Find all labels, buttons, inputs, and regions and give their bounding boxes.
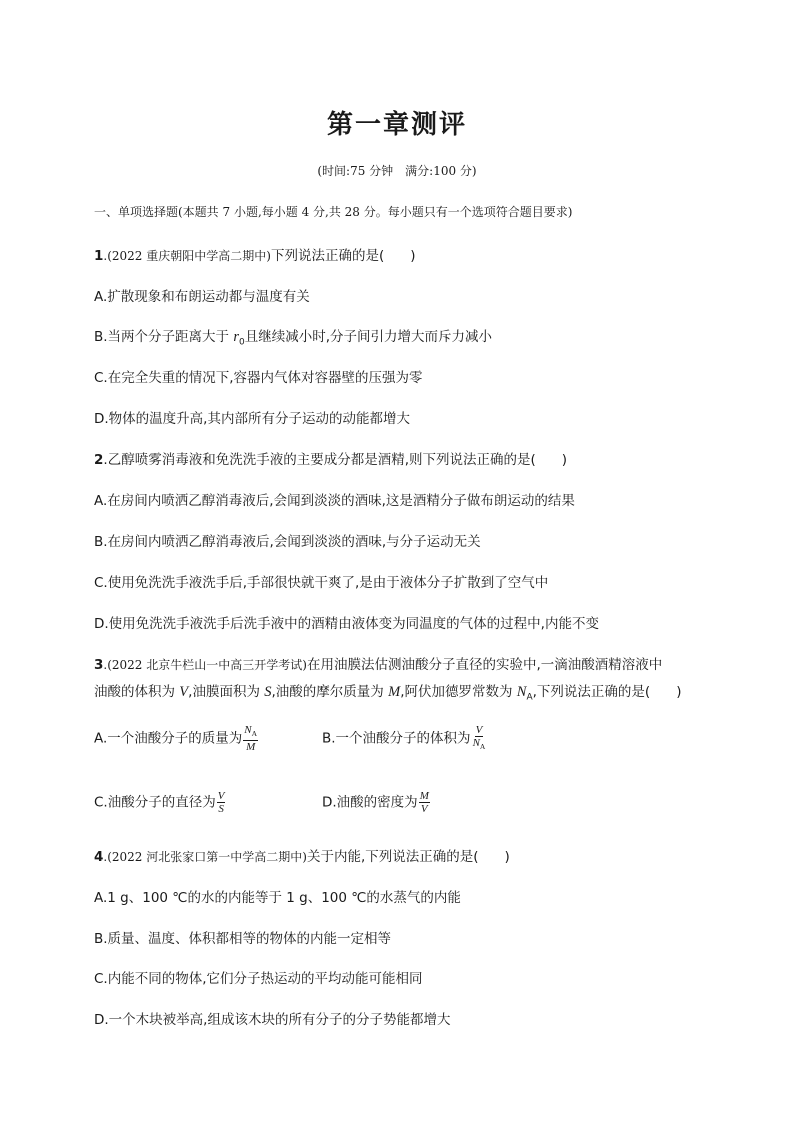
question-2-option-d: D.使用免洗洗手液洗手后洗手液中的酒精由液体变为同温度的气体的过程中,内能不变 — [94, 616, 599, 632]
question-4-stem — [94, 845, 510, 865]
variable-n: N — [516, 684, 527, 700]
question-4-option-b: B.质量、温度、体积都相等的物体的内能一定相等 — [94, 931, 392, 947]
question-text: 下列说法正确的是( — [270, 248, 385, 264]
option-text: D.油酸的密度为 — [322, 794, 418, 811]
option-text: 且继续减小时,分子间引力增大而斥力减小 — [244, 329, 493, 345]
option-text: B.当两个分子距离大于 — [94, 329, 234, 345]
question-2-option-a: A.在房间内喷洒乙醇消毒液后,会闻到淡淡的酒味,这是酒精分子做布朗运动的结果 — [94, 493, 575, 509]
question-text: .乙醇喷雾消毒液和免洗洗手液的主要成分都是酒精,则下列说法正确的是( — [103, 452, 536, 468]
variable-r: r — [233, 329, 239, 345]
subscript: 0 — [239, 337, 245, 348]
question-3-stem-line-2 — [94, 680, 681, 703]
fraction-na-over-m: $\frac{N_A}{M}$ — [244, 724, 258, 754]
exam-info: (时间:75 分钟 满分:100 分) — [317, 164, 477, 178]
subscript: A — [526, 692, 533, 703]
variable-v: V — [179, 684, 189, 700]
option-text: C.油酸分子的直径为 — [94, 794, 216, 811]
option-text: B.一个油酸分子的体积为 — [322, 730, 471, 747]
question-2-option-c: C.使用免洗洗手液洗手后,手部很快就干爽了,是由于液体分子扩散到了空气中 — [94, 575, 549, 591]
question-source: .(2022 重庆朝阳中学高二期中) — [103, 249, 271, 263]
question-text: ,阿伏加德罗常数为 — [400, 684, 517, 700]
question-source: .(2022 河北张家口第一中学高二期中) — [103, 850, 307, 864]
question-text: 油酸的体积为 — [94, 684, 180, 700]
question-2-stem — [94, 448, 567, 468]
question-1-option-d: D.物体的温度升高,其内部所有分子运动的动能都增大 — [94, 411, 410, 427]
question-text: 关于内能,下列说法正确的是( — [306, 849, 479, 865]
answer-close-paren: ) — [676, 684, 682, 700]
question-4-option-c: C.内能不同的物体,它们分子热运动的平均动能可能相同 — [94, 971, 423, 987]
question-3-option-a — [94, 724, 258, 753]
question-3-stem — [94, 653, 662, 673]
question-4-option-a: A.1 g、100 ℃的水的内能等于 1 g、100 ℃的水蒸气的内能 — [94, 890, 461, 906]
question-4-option-d: D.一个木块被举高,组成该木块的所有分子的分子势能都增大 — [94, 1012, 451, 1028]
question-number: 2 — [94, 452, 104, 468]
question-1-option-a: A.扩散现象和布朗运动都与温度有关 — [94, 289, 310, 305]
section-heading: 一、单项选择题(本题共 7 小题,每小题 4 分,共 28 分。每小题只有一个选项符合题目要求) — [94, 205, 573, 219]
question-source: .(2022 北京牛栏山一中高三开学考试) — [103, 658, 307, 672]
question-1-option-b — [94, 325, 492, 348]
question-2-option-b: B.在房间内喷洒乙醇消毒液后,会闻到淡淡的酒味,与分子运动无关 — [94, 534, 481, 550]
answer-close-paren: ) — [561, 452, 568, 468]
question-3-option-c — [94, 790, 225, 815]
question-3-option-b — [322, 724, 486, 753]
answer-close-paren: ) — [504, 849, 510, 865]
question-number: 1 — [94, 248, 104, 264]
question-text: ,下列说法正确的是( — [532, 684, 651, 700]
question-text: ,油膜面积为 — [188, 684, 265, 700]
question-number: 4 — [94, 849, 104, 865]
fraction-v-over-na: $\frac{V}{N_A}$ — [472, 724, 486, 752]
fraction-v-over-s: $\frac{V}{S}$ — [217, 790, 225, 815]
variable-m: M — [388, 684, 401, 700]
question-1-stem — [94, 244, 416, 264]
question-text: ,油酸的摩尔质量为 — [271, 684, 389, 700]
question-3-option-d — [322, 790, 430, 815]
question-number: 3 — [94, 657, 104, 673]
question-text: 在用油膜法估测油酸分子直径的实验中,一滴油酸酒精溶液中 — [306, 657, 663, 673]
question-1-option-c: C.在完全失重的情况下,容器内气体对容器壁的压强为零 — [94, 370, 423, 386]
variable-s: S — [264, 684, 272, 700]
option-text: A.一个油酸分子的质量为 — [94, 730, 243, 747]
answer-close-paren: ) — [410, 248, 416, 264]
fraction-m-over-v: $\frac{M}{V}$ — [419, 790, 429, 815]
page-title: 第一章测评 — [326, 110, 467, 140]
